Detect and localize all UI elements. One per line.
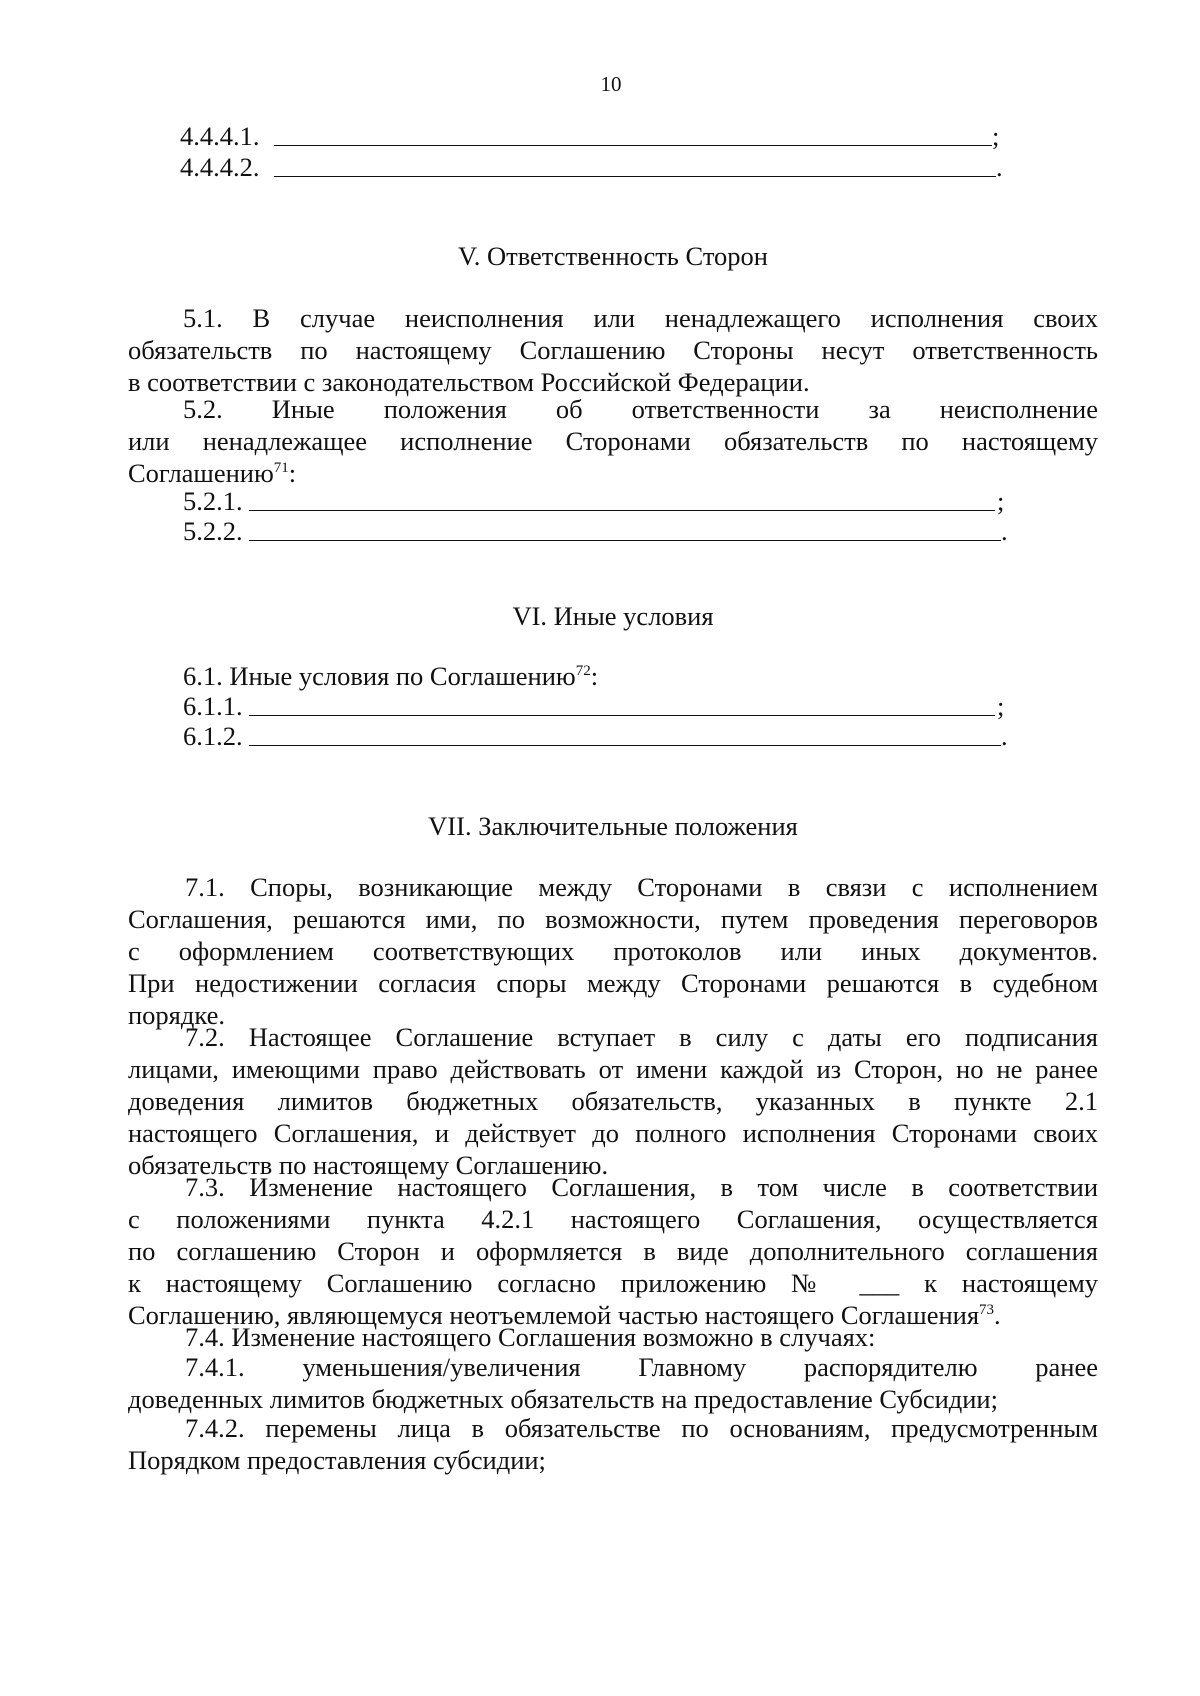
text-line: 7.4.1. уменьшения/увеличения Главному распорядителю ранее [185,1352,1098,1382]
item-end: . [996,152,1003,182]
text-line: 7.3. Изменение настоящего Соглашения, в том числе в соответствии [185,1172,1098,1202]
item-number: 4.4.4.1. [180,121,260,151]
section-heading-vi: VI. Иные условия [512,601,714,631]
text-fragment: Соглашению, являющемуся неотъемлемой частью настоящего Соглашения [128,1300,980,1330]
text-line: 7.4.2. перемены лица в обязательстве по основаниям, предусмотренным [185,1413,1098,1443]
fill-line-521 [128,485,1098,517]
item-number: 4.4.4.2. [180,152,260,182]
section-heading-v: V. Ответственность Сторон [458,241,768,271]
footnote-ref-73: 73 [979,1302,995,1319]
text-fragment: : [288,458,297,488]
text-line: порядке. [128,1000,225,1030]
fill-line-611 [128,690,1098,722]
item-end: ; [992,121,1000,151]
text-line: лицами, имеющими право действовать от имени каждой из Сторон, но не ранее [128,1054,1098,1084]
paragraph-5-1 [128,302,1098,398]
text-line-with-footnote [128,660,1098,692]
paragraph-7-4 [128,1321,1098,1353]
text-line: обязательств по настоящему Соглашению Стороны несут ответственность [128,335,1098,365]
item-number: 6.1.1. [183,691,243,721]
text-fragment: 6.1. Иные условия по Соглашению [183,661,576,691]
item-end: . [1001,721,1008,751]
footnote-ref-72: 72 [575,663,591,680]
text-line: обязательств по настоящему Соглашению. [128,1150,609,1180]
text-line: по соглашению Сторон и оформляется в виде дополнительного соглашения [128,1236,1098,1266]
blank-line [249,540,1001,541]
item-end: . [1001,516,1008,546]
page-number: 10 [600,72,622,96]
section-heading-vii: VII. Заключительные положения [428,811,798,841]
paragraph-7-3 [128,1171,1098,1331]
paragraph-7-4-2 [128,1412,1098,1476]
blank-line [249,745,1001,746]
text-line: При недостижении согласия споры между Сторонами решаются в судебном [128,968,1098,998]
paragraph-7-1 [128,871,1098,1031]
item-number: 5.2.1. [183,486,243,516]
blank-line [274,176,996,177]
paragraph-5-2 [128,393,1098,489]
text-fragment: Соглашению [128,458,274,488]
text-line: Порядком предоставления субсидии; [128,1445,546,1475]
fill-line-4442 [128,151,1098,183]
text-fragment: . [994,1300,1001,1330]
item-end: ; [997,691,1005,721]
text-fragment: : [590,661,599,691]
item-end: ; [997,486,1005,516]
item-number: 5.2.2. [183,516,243,546]
text-line: настоящего Соглашения, и действует до полного исполнения Сторонами своих [128,1118,1098,1148]
text-line: или ненадлежащее исполнение Сторонами обязательств по настоящему [128,426,1098,456]
footnote-ref-71: 71 [273,460,289,477]
paragraph-7-2 [128,1021,1098,1181]
text-line: 5.2. Иные положения об ответственности за неисполнение [183,394,1098,424]
fill-line-522 [128,515,1098,547]
text-line: Соглашения, решаются ими, по возможности, путем проведения переговоров [128,904,1098,934]
blank-line [274,145,992,146]
text-line: 7.2. Настоящее Соглашение вступает в силу с даты его подписания [185,1022,1098,1052]
blank-line [249,715,995,716]
paragraph-7-4-1 [128,1351,1098,1415]
item-number: 6.1.2. [183,721,243,751]
text-line: 5.1. В случае неисполнения или ненадлежащего исполнения своих [183,303,1098,333]
text-line: с оформлением соответствующих протоколов или иных документов. [128,936,1098,966]
text-line: доведенных лимитов бюджетных обязательств на предоставление Субсидии; [128,1384,998,1414]
paragraph-6-1 [128,660,1098,692]
fill-line-612 [128,720,1098,752]
fill-line-4441 [128,120,1098,152]
text-line: 7.4. Изменение настоящего Соглашения возможно в случаях: [185,1322,876,1352]
text-line: с положениями пункта 4.2.1 настоящего Соглашения, осуществляется [128,1204,1098,1234]
text-line: доведения лимитов бюджетных обязательств, указанных в пункте 2.1 [128,1086,1098,1116]
text-line: к настоящему Соглашению согласно приложению № ___ к настоящему [128,1268,1098,1298]
text-line: в соответствии с законодательством Российской Федерации. [128,367,810,397]
text-line: 7.1. Споры, возникающие между Сторонами в связи с исполнением [185,872,1098,902]
blank-line [249,510,995,511]
